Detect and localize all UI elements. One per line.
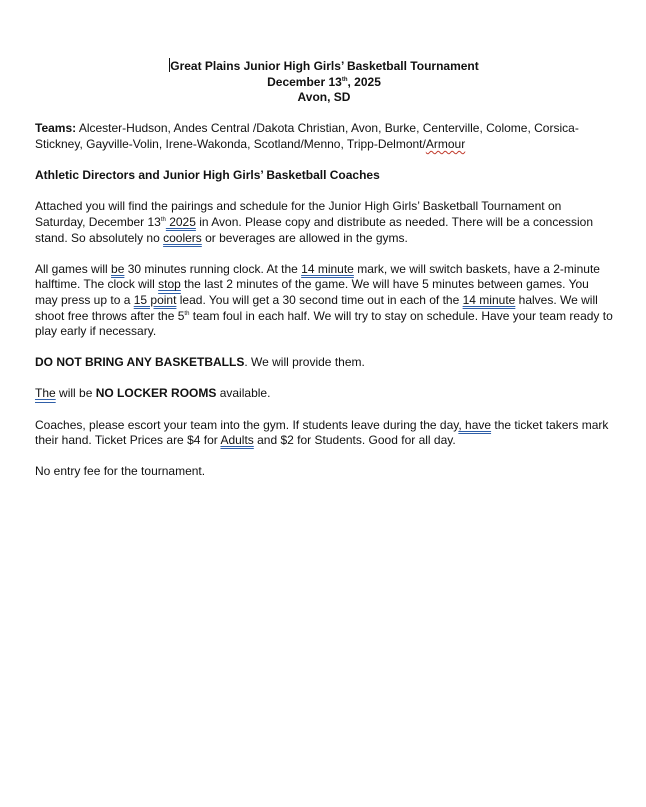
spelling-flag: Armour [425, 136, 466, 151]
grammar-flag: Adults [220, 433, 254, 448]
paragraph-entry-fee: No entry fee for the tournament. [35, 464, 206, 479]
paragraph-attached: Attached you will find the pairings and schedule for the Junior High Girls’ Basketball Tournament on Saturday, December 13th 2025 in Avon. Please copy and distribute as needed. There will be a concession stand. So absolutely no coolers or beverages are allowed in the gyms. [35, 199, 594, 245]
paragraph-tickets: Coaches, please escort your team into the gym. If students leave during the day, have the ticket takers mark their hand. Ticket Prices are $4 for Adults and $2 for Students. Good for all day. [35, 417, 609, 448]
grammar-flag: be [111, 261, 125, 276]
grammar-flag: stop [158, 277, 181, 292]
grammar-flag: 15 point [133, 292, 177, 307]
paragraph-rules: All games will be 30 minutes running clock. At the 14 minute mark, we will switch baskets, have a 2-minute halftime. The clock will stop the last 2 minutes of the game. We will have 5 minutes between games. You may press up to a 15 point lead. You will get a 30 second time out in each of the 14 minute halves. We will shoot free throws after the 5th team foul in each half. We will try to stay on schedule. Have your team ready to play early if necessary. [35, 261, 613, 339]
paragraph-basketballs: DO NOT BRING ANY BASKETBALLS. We will provide them. [35, 355, 365, 370]
grammar-flag: , have [458, 417, 492, 432]
header-block [35, 58, 613, 106]
teams-label: Teams: [35, 121, 77, 136]
section-heading: Athletic Directors and Junior High Girls’ Basketball Coaches [35, 168, 380, 183]
document-page [35, 58, 613, 480]
tournament-title: Great Plains Junior High Girls’ Basketball Tournament [170, 59, 479, 73]
grammar-flag: 14 minute [301, 261, 354, 276]
teams-paragraph: Teams: Alcester-Hudson, Andes Central /Dakota Christian, Avon, Burke, Centerville, Colome, Corsica-Stickney, Gayville-Volin, Irene-Wakonda, Scotland/Menno, Tripp-Delmont/Armour [35, 121, 579, 151]
tournament-date: December 13th, 2025 [267, 74, 381, 89]
tournament-location: Avon, SD [297, 90, 351, 105]
grammar-flag: 14 minute [462, 292, 516, 307]
grammar-flag: The [35, 386, 56, 401]
grammar-flag: coolers [163, 230, 202, 245]
grammar-flag: 2025 [165, 214, 196, 229]
paragraph-locker-rooms: The will be NO LOCKER ROOMS available. [35, 386, 271, 401]
